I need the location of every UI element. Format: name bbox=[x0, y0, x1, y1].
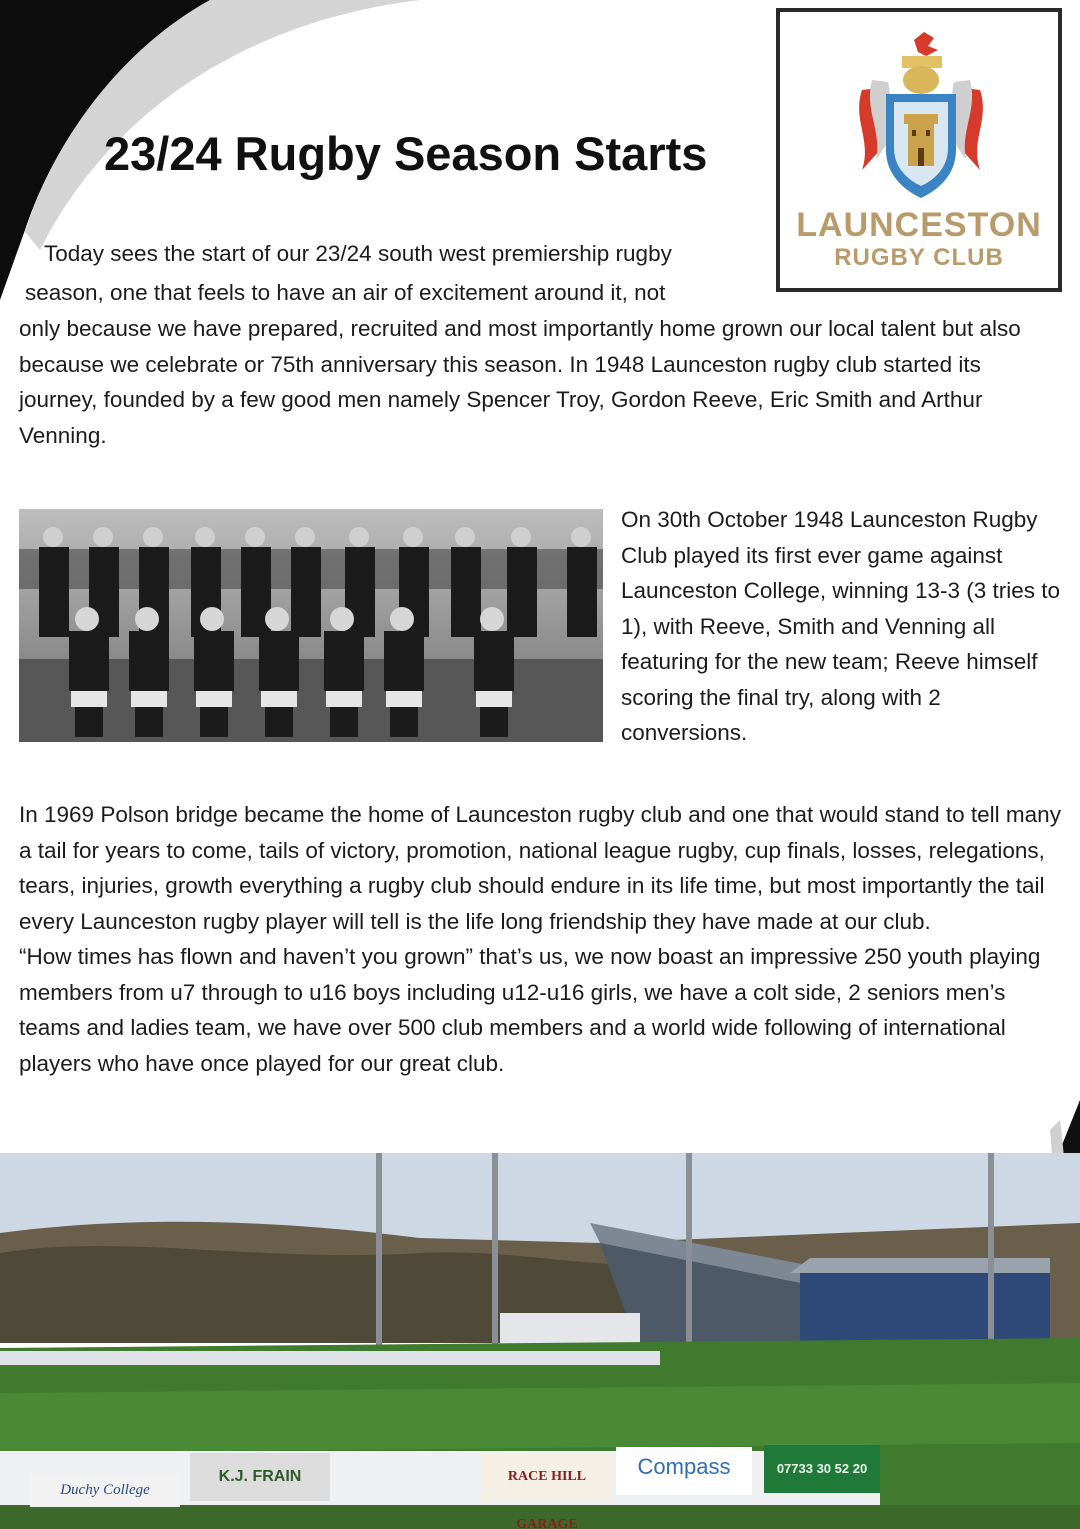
club-logo bbox=[776, 8, 1062, 292]
intro-line-1: Today sees the start of our 23/24 south west premiership rugby bbox=[44, 241, 672, 266]
page-title: 23/24 Rugby Season Starts bbox=[104, 127, 708, 180]
sign-duchy-college: Duchy College bbox=[30, 1473, 180, 1507]
sign-compass: Compass bbox=[616, 1447, 752, 1495]
team-photo-1948 bbox=[19, 509, 603, 742]
intro-paragraph: only because we have prepared, recruited and most importantly home grown our local talent but also because we celebrate or 75th anniversary this season. In 1948 Launceston rugby club started its journey, founded by a few good men namely Spencer Troy, Gordon Reeve, Eric Smith and Arthur Venning. bbox=[19, 316, 1021, 448]
polson-bridge-ground-photo bbox=[0, 1153, 1080, 1529]
sign-wadebridge-cars: 07733 30 52 20 bbox=[764, 1445, 880, 1493]
logo-club-name: LAUNCESTON bbox=[796, 206, 1042, 244]
logo-club-subtitle: RUGBY CLUB bbox=[834, 244, 1004, 271]
first-game-paragraph: On 30th October 1948 Launceston Rugby Club played its first ever game against Launceston College, winning 13-3 (3 tries to 1), with Reeve, Smith and Venning all featuring for the new team; Reeve himself scoring the final try, along with 2 conversions. bbox=[621, 507, 1061, 745]
sign-race-hill-garage: RACE HILL GARAGE bbox=[482, 1453, 612, 1501]
history-section bbox=[19, 797, 1064, 1081]
intro-line-2: season, one that feels to have an air of excitement around it, not bbox=[25, 280, 666, 305]
launceston-crest-icon bbox=[842, 30, 1000, 208]
club-today-paragraph: “How times has flown and haven’t you grown” that’s us, we now boast an impressive 250 youth playing members from u7 through to u16 boys including u12-u16 girls, we have a colt side, 2 seniors men’s teams and ladies team, we have over 500 club members and a world wide following of international players who have once played for our great club. bbox=[19, 944, 1041, 1076]
sign-kj-frain: K.J. FRAIN bbox=[190, 1453, 330, 1501]
polson-bridge-paragraph: In 1969 Polson bridge became the home of Launceston rugby club and one that would stand to tell many a tail for years to come, tails of victory, promotion, national league rugby, cup finals, losses, relegations, tears, injuries, growth everything a rugby club should endure in its life time, but most importantly the tail every Launceston rugby player will tell is the life long friendship they have made at our club. bbox=[19, 802, 1061, 934]
